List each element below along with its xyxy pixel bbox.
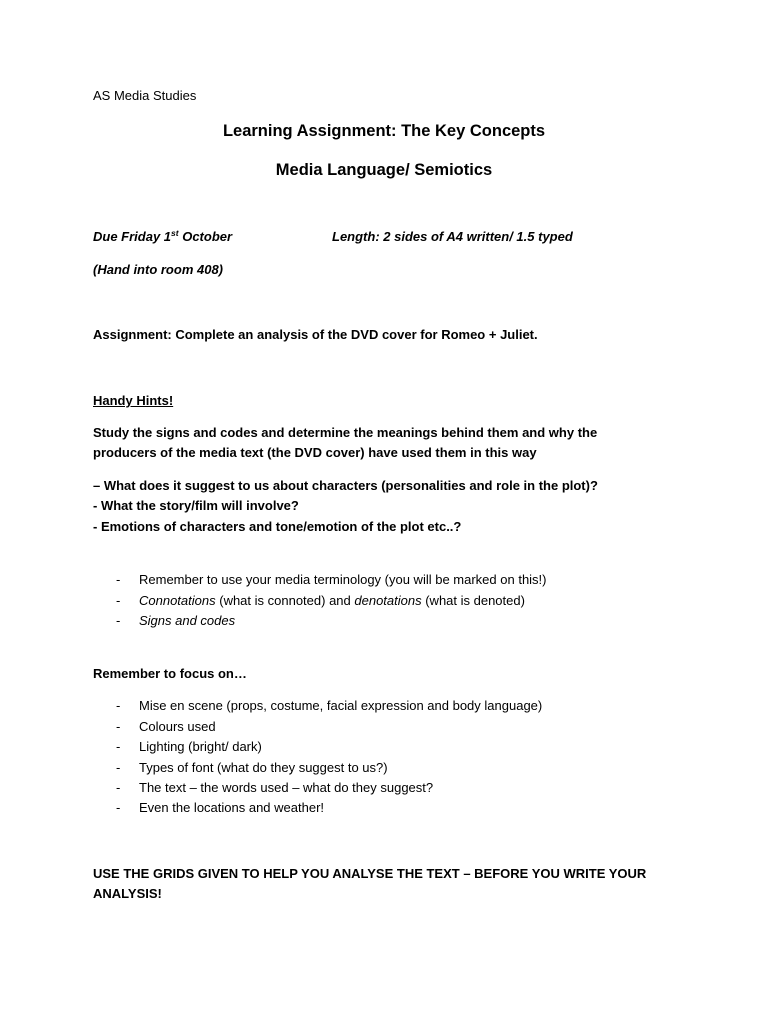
focus-item: Mise en scene (props, costume, facial expression and body language) — [139, 698, 543, 713]
focus-item: Colours used — [139, 719, 216, 734]
closing-instruction-line1: USE THE GRIDS GIVEN TO HELP YOU ANALYSE THE TEXT – BEFORE YOU WRITE YOUR — [93, 866, 647, 881]
reminder-connotations — [139, 593, 525, 609]
bullet-dash: - — [116, 739, 121, 754]
bullet-dash: - — [116, 760, 121, 775]
reminder-terminology: Remember to use your media terminology (you will be marked on this!) — [139, 572, 547, 587]
bullet-dash: - — [116, 719, 121, 734]
denotations-text: (what is denoted) — [421, 593, 525, 608]
hint-question: - Emotions of characters and tone/emotion of the plot etc..? — [93, 519, 462, 534]
closing-instruction-line2: ANALYSIS! — [93, 886, 162, 901]
bullet-dash: - — [116, 593, 121, 608]
due-date — [93, 229, 232, 245]
connotations-term: Connotations — [139, 593, 216, 608]
hints-intro-line1: Study the signs and codes and determine the meanings behind them and why the — [93, 425, 598, 440]
due-suffix: October — [178, 229, 233, 244]
bullet-dash: - — [116, 572, 121, 587]
hand-in-note: (Hand into room 408) — [93, 262, 224, 277]
bullet-dash: - — [116, 780, 121, 795]
focus-item: Types of font (what do they suggest to us?) — [139, 760, 388, 775]
due-superscript: st — [171, 228, 179, 238]
due-prefix: Due Friday 1 — [93, 229, 172, 244]
reminder-signs-codes: Signs and codes — [139, 613, 236, 628]
page-subtitle: Media Language/ Semiotics — [275, 161, 493, 179]
bullet-dash: - — [116, 613, 121, 628]
assignment-text: Assignment: Complete an analysis of the DVD cover for Romeo + Juliet. — [93, 327, 538, 342]
focus-heading: Remember to focus on… — [93, 666, 247, 681]
focus-item: Lighting (bright/ dark) — [139, 739, 262, 754]
connotations-text: (what is connoted) and — [215, 593, 355, 608]
focus-item: The text – the words used – what do they suggest? — [139, 780, 434, 795]
hints-intro-line2: producers of the media text (the DVD cover) have used them in this way — [93, 445, 537, 460]
page-title: Learning Assignment: The Key Concepts — [222, 122, 546, 140]
focus-item: Even the locations and weather! — [139, 800, 325, 815]
denotations-term: denotations — [354, 593, 422, 608]
bullet-dash: - — [116, 800, 121, 815]
hint-question: – What does it suggest to us about characters (personalities and role in the plot)? — [93, 478, 598, 493]
course-label: AS Media Studies — [93, 88, 197, 103]
length-requirement: Length: 2 sides of A4 written/ 1.5 typed — [332, 229, 573, 244]
hints-heading: Handy Hints! — [93, 393, 174, 408]
hint-question: - What the story/film will involve? — [93, 498, 299, 513]
bullet-dash: - — [116, 698, 121, 713]
